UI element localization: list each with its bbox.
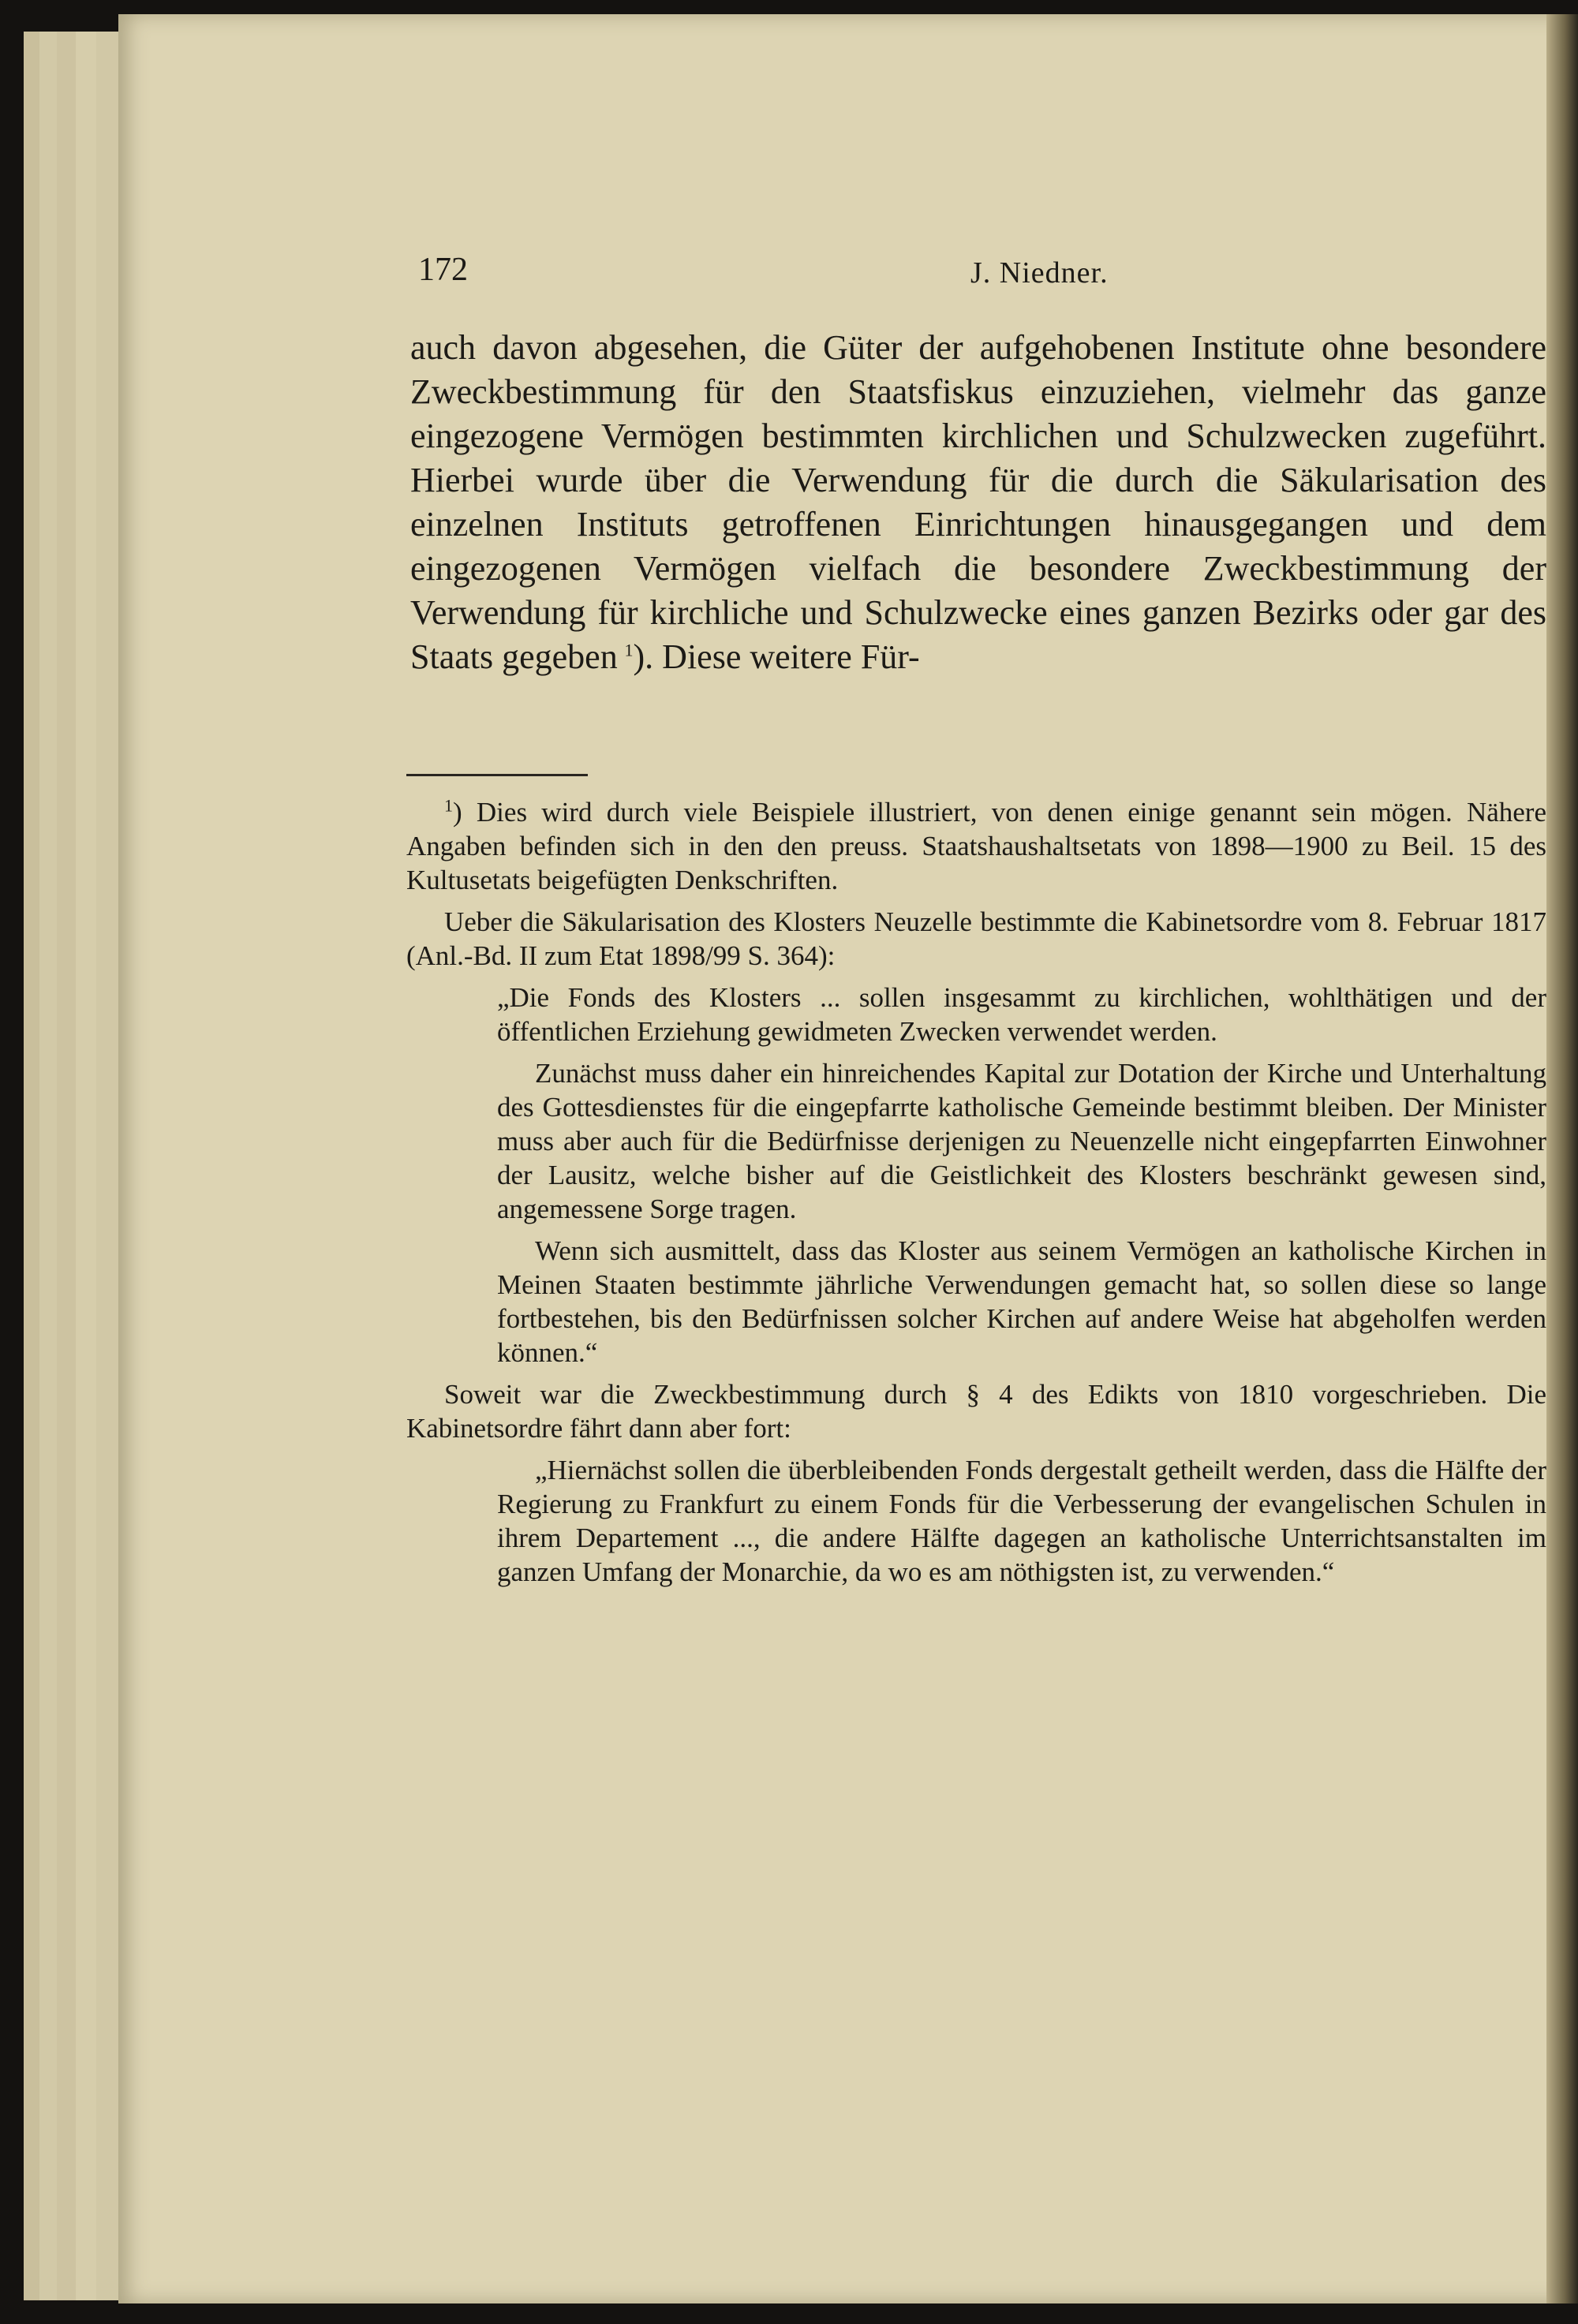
footnote-quote: „Hiernächst sollen die überbleibenden Fonds dergestalt getheilt werden, dass die Hälfte der Regierung zu Frankfurt zu einem Fonds für die Verbesserung der evangelischen Schulen in ihrem Departement ..., die andere Hälfte dagegen an katholische Unterrichtsanstalten im ganzen Umfang der Monarchie, da wo es am nöthigsten ist, zu verwenden.“ xyxy=(497,1455,1546,1587)
main-text xyxy=(410,326,1546,679)
body-paragraph-text: auch davon abgesehen, die Güter der aufgehobenen Institute ohne besondere Zweckbestimmung für den Staatsfiskus einzuziehen, vielmehr das ganze eingezogene Vermögen bestimmten kirchlichen und Schulzwecken zugeführt. Hierbei wurde über die Verwendung für die durch die Säkularisation des einzelnen Instituts getroffenen Einrichtungen hinausgegangen und dem eingezogenen Vermögen vielfach die besondere Zweckbestimmung der Verwendung für kirchliche und Schulzwecke eines ganzen Bezirks oder gar des Staats gegeben xyxy=(410,328,1546,676)
footnote-marker: 1 xyxy=(444,795,453,816)
book-page xyxy=(118,14,1578,2303)
footnote-intro xyxy=(406,795,1546,897)
footnote-paragraph: Soweit war die Zweckbestimmung durch § 4 des Edikts von 1810 vorgeschrieben. Die Kabinetsordre fährt dann aber fort: xyxy=(406,1379,1546,1444)
body-paragraph xyxy=(410,326,1546,679)
footnote xyxy=(406,795,1546,1589)
footnote-quote: Zunächst muss daher ein hinreichendes Kapital zur Dotation der Kirche und Unterhaltung des Gottesdienstes für die eingepfarrte katholische Gemeinde bestimmt bleiben. Der Minister muss aber auch für die Bedürfnisse derjenigen zu Neuenzelle nicht eingepfarrten Einwohner der Lausitz, welche bisher auf die Geistlichkeit des Klosters beschränkt gewesen sind, angemessene Sorge tragen. xyxy=(497,1058,1546,1224)
footnote-reference: 1 xyxy=(624,640,634,660)
footnote-quote: „Die Fonds des Klosters ... sollen insgesammt zu kirchlichen, wohlthätigen und der öffentlichen Erziehung gewidmeten Zwecken verwendet werden. xyxy=(497,982,1546,1047)
footnote-paragraph: Ueber die Säkularisation des Klosters Neuzelle bestimmte die Kabinetsordre vom 8. Februar 1817 (Anl.-Bd. II zum Etat 1898/99 S. 364): xyxy=(406,906,1546,971)
footnote-quote: Wenn sich ausmittelt, dass das Kloster aus seinem Vermögen an katholische Kirchen in Meinen Staaten bestimmte jährliche Verwendungen gemacht hat, so sollen diese so lange fortbestehen, bis den Bedürfnissen solcher Kirchen auf andere Weise hat abgeholfen werden können.“ xyxy=(497,1235,1546,1368)
page-number: 172 xyxy=(418,252,468,288)
running-title: J. Niedner. xyxy=(970,256,1109,290)
footnote-separator xyxy=(406,774,588,776)
body-paragraph-end: ). Diese weitere Für- xyxy=(633,637,920,676)
book-gutter xyxy=(1546,14,1578,2303)
footnote-intro-text: ) Dies wird durch viele Beispiele illustriert, von denen einige genannt sein mögen. Nähere Angaben befinden sich in den den preuss. Staatshaushaltsetats von 1898—1900 zu Beil. 15 des Kultusetats beigefügten Denkschriften. xyxy=(406,797,1546,895)
running-header xyxy=(418,251,1507,298)
